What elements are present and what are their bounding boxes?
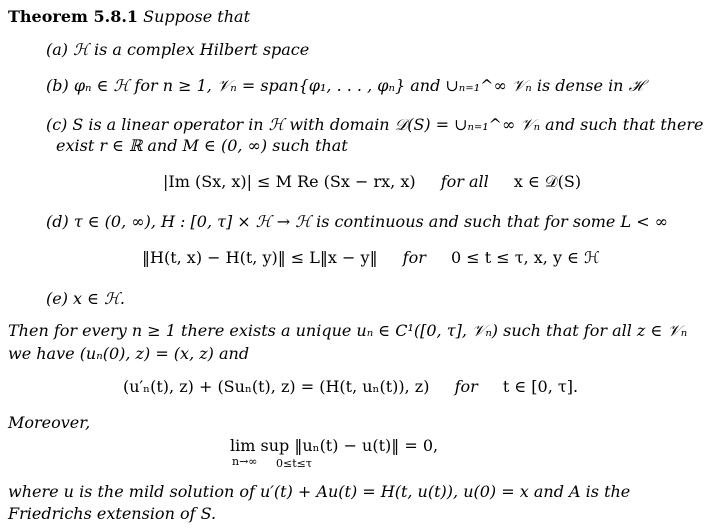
conclusion-line2: we have (uₙ(0), z) = (x, z) and xyxy=(8,344,250,363)
moreover-label: Moreover, xyxy=(8,413,91,432)
condition-e: (e) x ∈ ℋ. xyxy=(46,289,125,308)
condition-c-equation-for: for all xyxy=(440,172,489,191)
condition-d-equation-lhs: ‖H(t, x) − H(t, y)‖ ≤ L‖x − y‖ xyxy=(142,248,378,267)
theorem-intro: Suppose that xyxy=(143,7,250,26)
limit-equation: lim sup ‖uₙ(t) − u(t)‖ = 0, xyxy=(230,436,439,455)
theorem-number: Theorem 5.8.1 xyxy=(8,7,139,26)
condition-b: (b) φₙ ∈ ℋ for n ≥ 1, 𝒱ₙ = span{φ₁, . . . , φₙ} and ∪ₙ₌₁^∞ 𝒱ₙ is dense in ℋ xyxy=(46,76,644,95)
condition-c-equation-lhs: |Im (Sx, x)| ≤ M Re (Sx − rx, x) xyxy=(163,172,416,191)
condition-c-equation-rhs: x ∈ 𝒟(S) xyxy=(513,172,582,191)
condition-d-equation xyxy=(142,248,600,268)
where-line1: where u is the mild solution of u′(t) + Au(t) = H(t, u(t)), u(0) = x and A is the xyxy=(8,482,631,501)
condition-d-equation-rhs: 0 ≤ t ≤ τ, x, y ∈ ℋ xyxy=(450,248,600,267)
conclusion-equation-rhs: t ∈ [0, τ]. xyxy=(502,377,579,396)
conclusion-line1: Then for every n ≥ 1 there exists a unique uₙ ∈ C¹([0, τ], 𝒱ₙ) such that for all z ∈ 𝒱ₙ xyxy=(8,321,688,340)
condition-c-line2: exist r ∈ ℝ and M ∈ (0, ∞) such that xyxy=(56,136,348,155)
condition-c-line1: (c) S is a linear operator in ℋ with domain 𝒟(S) = ∪ₙ₌₁^∞ 𝒱ₙ and such that there xyxy=(46,115,704,134)
where-line2: Friedrichs extension of S. xyxy=(8,504,217,523)
condition-a: (a) ℋ is a complex Hilbert space xyxy=(46,40,310,59)
condition-d-equation-for: for xyxy=(402,248,426,267)
theorem-heading xyxy=(8,7,250,27)
limit-subscript-n: n→∞ xyxy=(232,455,258,468)
conclusion-equation-lhs: (u′ₙ(t), z) + (Suₙ(t), z) = (H(t, uₙ(t)), z) xyxy=(123,377,430,396)
conclusion-equation xyxy=(123,377,578,397)
conclusion-equation-for: for xyxy=(454,377,478,396)
condition-d-line1: (d) τ ∈ (0, ∞), H : [0, τ] × ℋ → ℋ is continuous and such that for some L < ∞ xyxy=(46,212,669,231)
condition-c-equation xyxy=(163,172,581,192)
limit-subscript-t: 0≤t≤τ xyxy=(276,457,312,470)
